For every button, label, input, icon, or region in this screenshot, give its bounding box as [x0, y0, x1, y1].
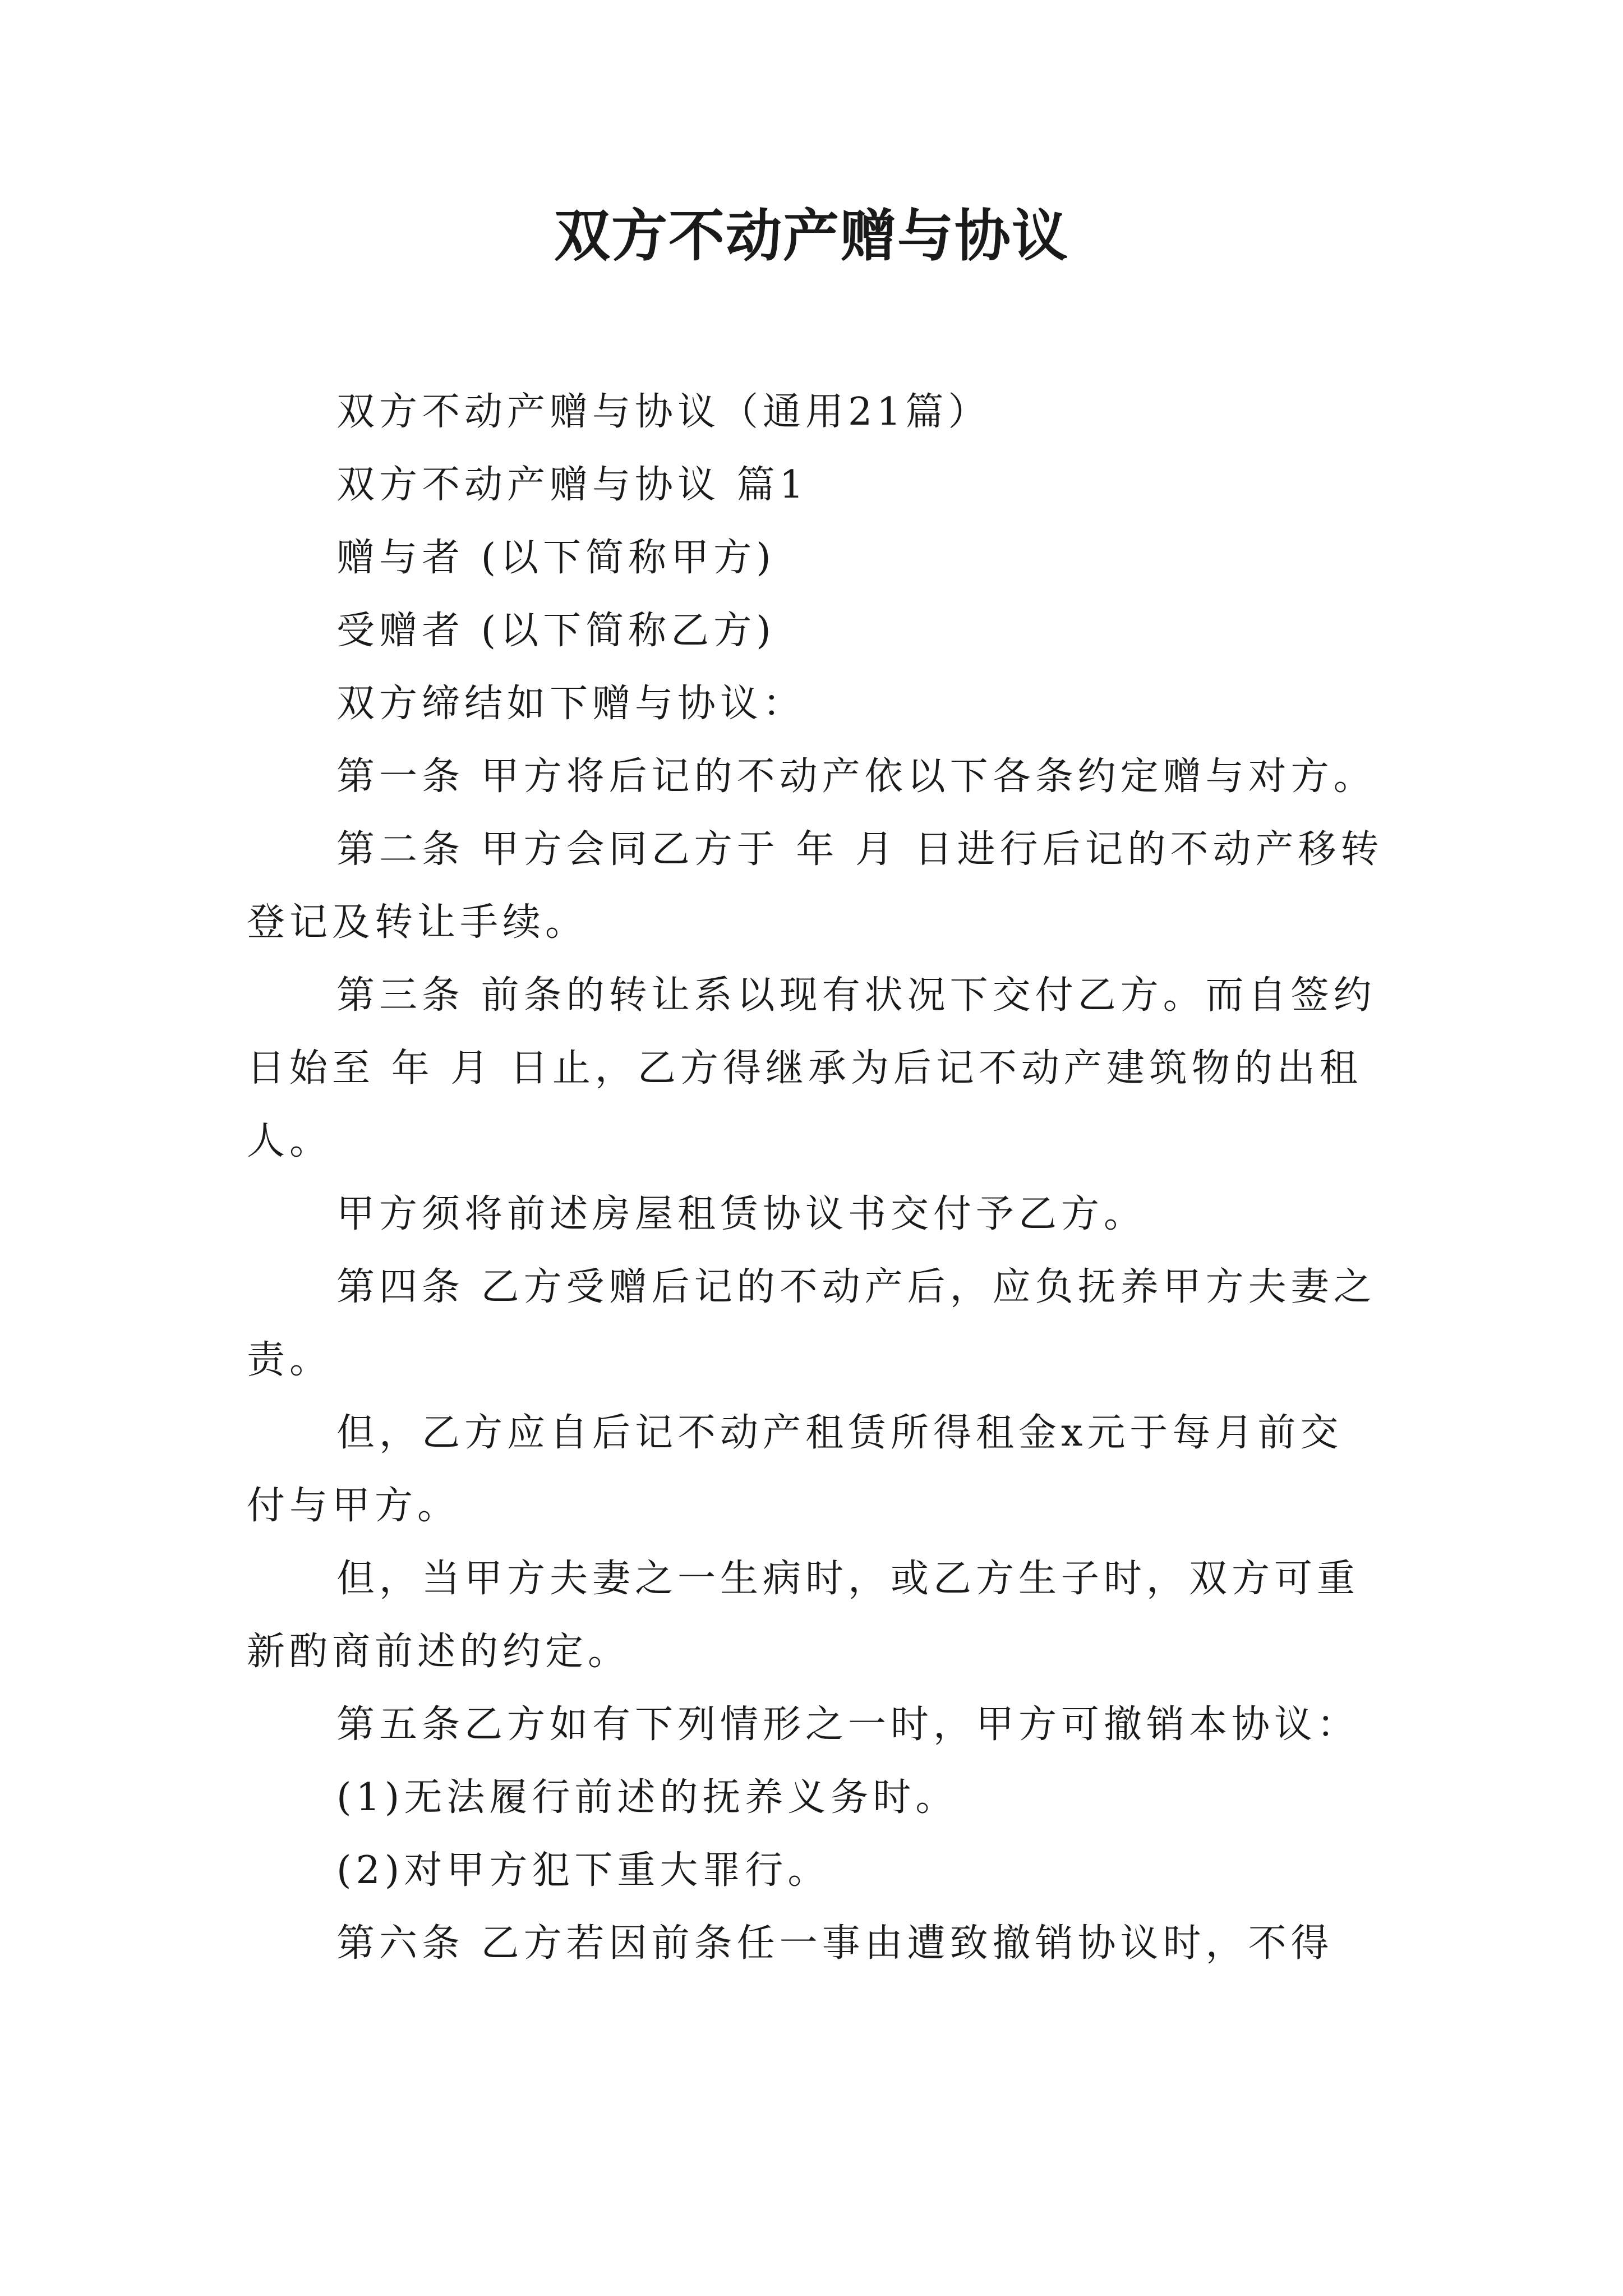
paragraph: (1)无法履行前述的抚养义务时。 — [336, 1775, 958, 1820]
paragraph: 第六条 乙方若因前条任一事由遭致撤销协议时，不得 — [336, 1921, 1334, 1966]
document-title: 双方不动产赠与协议 — [554, 203, 1069, 269]
paragraph: 第五条乙方如有下列情形之一时，甲方可撤销本协议： — [336, 1703, 1360, 1747]
paragraph: 第一条 甲方将后记的不动产依以下各条约定赠与对方。 — [336, 754, 1376, 799]
document-body — [247, 376, 1385, 1980]
paragraph: 甲方须将前述房屋租赁协议书交付予乙方。 — [336, 1192, 1147, 1236]
paragraph: 双方不动产赠与协议（通用21篇） — [336, 390, 991, 434]
paragraph: 第三条 前条的转让系以现有状况下交付乙方。而自签约日始至 年 月 日止，乙方得继承为后记不动产建筑物的出租人。 — [247, 973, 1376, 1163]
paragraph: 第四条 乙方受赠后记的不动产后，应负抚养甲方夫妻之责。 — [247, 1265, 1376, 1382]
paragraph: 双方不动产赠与协议 篇1 — [336, 463, 808, 507]
paragraph: 赠与者 (以下简称甲方) — [336, 536, 776, 580]
paragraph: (2)对甲方犯下重大罪行。 — [336, 1848, 831, 1893]
paragraph: 但，当甲方夫妻之一生病时，或乙方生子时，双方可重新酌商前述的约定。 — [247, 1557, 1360, 1674]
paragraph: 双方缔结如下赠与协议： — [336, 682, 806, 726]
paragraph: 第二条 甲方会同乙方于 年 月 日进行后记的不动产移转登记及转让手续。 — [247, 827, 1384, 945]
paragraph: 受赠者 (以下简称乙方) — [336, 609, 776, 653]
paragraph: 但，乙方应自后记不动产租赁所得租金x元于每月前交付与甲方。 — [247, 1411, 1343, 1528]
